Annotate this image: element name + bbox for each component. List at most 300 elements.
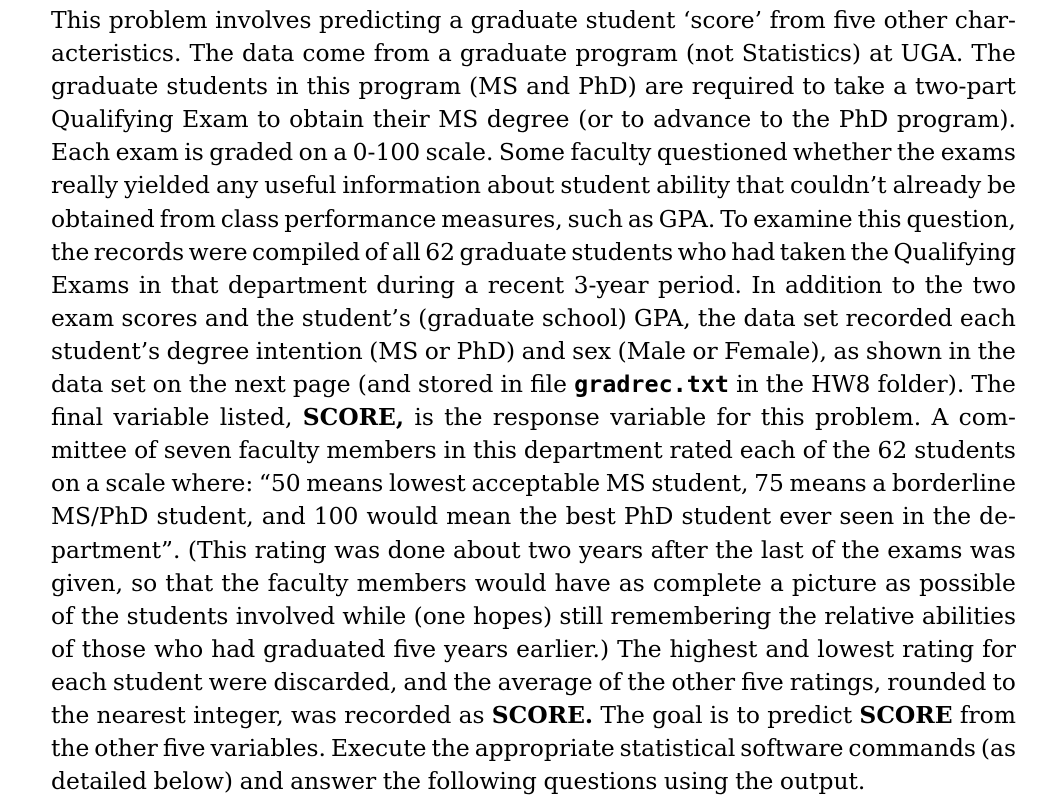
word: were	[188, 237, 248, 266]
word: while	[342, 601, 407, 630]
word: examine	[753, 204, 853, 233]
document-page	[51, 4, 1016, 798]
word: seen	[839, 502, 895, 531]
word: where:	[171, 469, 254, 498]
problem-paragraph	[51, 4, 1016, 798]
word: the	[850, 237, 889, 266]
word: the	[735, 767, 774, 796]
word: listed,	[219, 403, 293, 432]
word: and	[526, 72, 571, 101]
word: for	[716, 403, 751, 432]
word: of	[51, 601, 74, 630]
word: the	[221, 568, 260, 597]
word: de-	[979, 502, 1016, 531]
word: students	[914, 436, 1016, 465]
word: student’s	[301, 303, 411, 332]
word: (as	[980, 734, 1016, 763]
word: ‘score’	[682, 6, 763, 34]
word: that	[165, 568, 214, 597]
word: during	[376, 270, 455, 299]
word: or	[424, 336, 450, 365]
word: GPA,	[634, 303, 691, 332]
word: the	[896, 138, 936, 167]
word: recorded	[344, 700, 452, 729]
text-line	[51, 302, 1016, 335]
word: student,	[156, 502, 254, 531]
word: a	[437, 39, 452, 68]
word: would	[366, 502, 439, 531]
word: a	[85, 469, 100, 498]
word: performance	[284, 204, 437, 233]
word: obtained	[51, 204, 155, 233]
word: the	[519, 502, 558, 531]
text-line	[51, 500, 1016, 533]
word: students	[571, 237, 674, 266]
word: (one	[413, 601, 466, 630]
word: 3-year	[573, 270, 649, 299]
word: variable	[610, 403, 707, 432]
word: as	[833, 336, 860, 365]
word: below)	[153, 767, 234, 796]
filename-text: gradrec.txt	[574, 370, 729, 399]
word: integer,	[193, 700, 284, 729]
word: the	[977, 336, 1016, 365]
text-line	[51, 269, 1016, 302]
word: as	[618, 568, 645, 597]
word: degree	[486, 105, 570, 134]
word: (Male	[617, 336, 686, 365]
word: GPA.	[658, 204, 716, 233]
word: were	[208, 667, 268, 696]
word: answer	[290, 767, 377, 796]
word: variable	[113, 403, 210, 432]
word: (or	[578, 105, 613, 134]
word: To	[720, 204, 749, 233]
text-line	[51, 600, 1016, 633]
word: who	[154, 634, 204, 663]
word: the	[697, 303, 737, 332]
text-line	[51, 70, 1016, 103]
word: or	[692, 336, 718, 365]
word: other	[883, 6, 948, 34]
text-line	[51, 203, 1016, 236]
word: required	[691, 72, 795, 101]
word: to	[257, 105, 281, 134]
word: in	[948, 336, 972, 365]
word: student	[585, 6, 676, 34]
text-line	[51, 169, 1016, 202]
word: measures,	[441, 204, 563, 233]
text-line	[51, 567, 1016, 600]
word: MS	[605, 469, 646, 498]
word: statistical	[619, 734, 736, 763]
word: variables.	[210, 734, 326, 763]
word: yielded	[124, 171, 210, 200]
word: Some	[498, 138, 565, 167]
word: graduate	[51, 72, 159, 101]
text-line	[51, 666, 1016, 699]
text-line	[51, 368, 1016, 401]
word: the	[715, 535, 754, 564]
word: Execute	[330, 734, 427, 763]
word: was	[334, 535, 381, 564]
word: to	[992, 667, 1016, 696]
word: the	[778, 601, 817, 630]
word: exam	[115, 138, 179, 167]
word: rating	[254, 535, 327, 564]
word: graduated	[263, 634, 386, 663]
text-line	[51, 633, 1016, 666]
word: in	[736, 370, 759, 399]
word: from	[159, 204, 216, 233]
word: done	[387, 535, 446, 564]
word: of	[811, 535, 834, 564]
word: (MS	[369, 336, 419, 365]
word: from	[373, 39, 430, 68]
word: students	[126, 601, 229, 630]
word: degree	[166, 336, 250, 365]
word: The	[600, 700, 645, 729]
word: exam	[51, 303, 115, 332]
word: is	[709, 700, 730, 729]
word: years	[444, 634, 509, 663]
word: in	[500, 370, 523, 399]
word: char-	[954, 6, 1016, 34]
word: Each	[51, 138, 111, 167]
word: (graduate	[418, 303, 535, 332]
word: the	[841, 535, 880, 564]
word: to	[891, 270, 916, 299]
word: of	[802, 436, 826, 465]
text-line	[51, 37, 1016, 70]
word: ratings,	[789, 667, 882, 696]
word: a	[449, 6, 464, 34]
word: on	[152, 370, 182, 399]
word: picture	[791, 568, 877, 597]
word: faculty	[570, 138, 652, 167]
word: graded	[209, 138, 294, 167]
word: exams	[887, 535, 963, 564]
word: their	[372, 105, 430, 134]
word: to	[621, 105, 645, 134]
word: of	[134, 436, 157, 465]
word: still	[559, 601, 604, 630]
word: data	[51, 370, 104, 399]
word: really	[51, 171, 119, 200]
word: MS	[438, 105, 479, 134]
word: from	[959, 700, 1016, 729]
word: and	[204, 303, 249, 332]
word: as	[458, 700, 485, 729]
word: Female),	[724, 336, 827, 365]
word: the	[51, 734, 90, 763]
word: school)	[541, 303, 627, 332]
word: faculty	[267, 568, 349, 597]
word: addition	[785, 270, 883, 299]
word: next	[234, 370, 286, 399]
word: lowest	[817, 634, 895, 663]
word: remembering	[610, 601, 772, 630]
word: earlier.)	[516, 634, 610, 663]
word: five	[741, 667, 784, 696]
word: graduate	[459, 39, 568, 68]
variable-name-text: SCORE.	[491, 700, 594, 729]
word: in	[443, 436, 467, 465]
word: folder).	[877, 370, 965, 399]
word: Statistics)	[741, 39, 862, 68]
word: a	[464, 270, 479, 299]
word: graduate	[470, 6, 578, 34]
word: useful	[264, 171, 337, 200]
word: possible	[919, 568, 1016, 597]
word: exams	[940, 138, 1016, 167]
word: from	[769, 6, 826, 34]
word: rounded	[887, 667, 987, 696]
word: who	[677, 237, 727, 266]
word: shown	[865, 336, 943, 365]
word: in	[276, 72, 299, 101]
word: sex	[572, 336, 612, 365]
word: output.	[779, 767, 866, 796]
word: acteristics.	[51, 39, 182, 68]
word: problem.	[814, 403, 922, 432]
word: discarded,	[273, 667, 398, 696]
word: had	[731, 237, 776, 266]
word: PhD)	[456, 336, 516, 365]
word: the	[188, 370, 228, 399]
word: class	[220, 204, 280, 233]
word: lowest	[388, 469, 466, 498]
word: and	[261, 502, 306, 531]
word: the	[627, 667, 666, 696]
word: and	[239, 767, 284, 796]
word: the	[81, 601, 120, 630]
word: after	[650, 535, 708, 564]
word: MS/PhD	[51, 502, 149, 531]
word: response	[492, 403, 600, 432]
word: UGA.	[900, 39, 964, 68]
word: the	[51, 700, 90, 729]
word: as	[627, 204, 654, 233]
word: each	[959, 303, 1016, 332]
word: and	[403, 667, 448, 696]
word: acceptable	[471, 469, 601, 498]
word: Exams	[51, 270, 130, 299]
variable-name-text: SCORE,	[302, 403, 405, 432]
text-line	[51, 103, 1016, 136]
word: Exam	[182, 105, 249, 134]
word: be	[987, 171, 1016, 200]
word: question,	[906, 204, 1016, 233]
word: borderline	[891, 469, 1016, 498]
word: 75	[754, 469, 784, 498]
word: the	[765, 370, 804, 399]
word: each	[51, 667, 107, 696]
word: means	[789, 469, 867, 498]
word: student	[681, 502, 772, 531]
word: that	[736, 171, 784, 200]
word: goal	[652, 700, 703, 729]
word: obtain	[289, 105, 365, 134]
word: The	[971, 370, 1016, 399]
word: graduate	[459, 237, 567, 266]
variable-name-text: SCORE	[859, 700, 953, 729]
word: two	[527, 535, 572, 564]
text-line	[51, 765, 1016, 798]
word: This	[51, 6, 102, 34]
word: recent	[487, 270, 565, 299]
word: to	[759, 105, 784, 134]
text-line	[51, 4, 1016, 37]
word: of	[364, 237, 388, 266]
word: a	[769, 568, 784, 597]
word: taken	[779, 237, 847, 266]
word: means	[306, 469, 384, 498]
word: student’s	[51, 336, 161, 365]
word: scores	[121, 303, 198, 332]
text-line	[51, 335, 1016, 368]
text-line	[51, 467, 1016, 500]
word: page	[292, 370, 351, 399]
word: a	[872, 469, 887, 498]
text-line	[51, 401, 1016, 434]
word: PhD	[623, 502, 674, 531]
word: using	[663, 767, 729, 796]
word: that	[170, 270, 219, 299]
word: 62	[877, 436, 908, 465]
word: abilities	[921, 601, 1016, 630]
word: five	[393, 634, 437, 663]
word: nearest	[96, 700, 186, 729]
word: the	[453, 667, 492, 696]
word: The	[971, 39, 1016, 68]
word: 0-100	[352, 138, 421, 167]
word: student,	[651, 469, 749, 498]
word: complete	[652, 568, 762, 597]
word: problem	[108, 6, 208, 34]
word: program	[358, 72, 462, 101]
word: program).	[896, 105, 1016, 134]
word: com-	[958, 403, 1016, 432]
word: any	[215, 171, 259, 200]
word: and	[765, 634, 810, 663]
word: hopes)	[472, 601, 553, 630]
word: The	[617, 634, 662, 663]
word: was	[290, 700, 337, 729]
text-line	[51, 434, 1016, 467]
word: mean	[446, 502, 512, 531]
word: following	[427, 767, 537, 796]
word: in	[138, 270, 162, 299]
word: given,	[51, 568, 124, 597]
word: would	[474, 568, 547, 597]
word: rating	[902, 634, 975, 663]
word: questions	[543, 767, 658, 796]
word: (and	[357, 370, 411, 399]
word: such	[567, 204, 623, 233]
word: student	[112, 667, 203, 696]
text-line	[51, 699, 1016, 732]
word: students	[166, 72, 269, 101]
word: the	[382, 767, 422, 796]
word: involved	[235, 601, 336, 630]
word: this	[857, 204, 902, 233]
word: compiled	[252, 237, 361, 266]
word: a	[893, 72, 908, 101]
word: In	[751, 270, 776, 299]
word: the	[444, 403, 483, 432]
word: seven	[163, 436, 232, 465]
word: couldn’t	[789, 171, 887, 200]
word: 100	[313, 502, 359, 531]
text-line	[51, 136, 1016, 169]
word: detailed	[51, 767, 147, 796]
word: five	[162, 734, 206, 763]
word: (not	[685, 39, 734, 68]
word: have	[554, 568, 611, 597]
word: whether	[793, 138, 892, 167]
word: two-part	[915, 72, 1016, 101]
word: program	[575, 39, 678, 68]
word: “50	[258, 469, 301, 498]
word: this	[306, 72, 351, 101]
word: last	[760, 535, 804, 564]
word: scale	[105, 469, 166, 498]
word: those	[81, 634, 147, 663]
word: department	[227, 270, 367, 299]
text-line	[51, 534, 1016, 567]
word: set	[110, 370, 146, 399]
text-line	[51, 236, 1016, 269]
word: commands	[848, 734, 976, 763]
word: five	[833, 6, 876, 34]
word: the	[932, 502, 972, 531]
word: and	[521, 336, 566, 365]
word: department	[523, 436, 663, 465]
word: HW8	[811, 370, 871, 399]
word: two	[972, 270, 1016, 299]
word: is	[414, 403, 434, 432]
word: the	[431, 734, 470, 763]
word: ability	[656, 171, 731, 200]
word: advance	[653, 105, 752, 134]
word: the	[51, 237, 90, 266]
word: A	[931, 403, 949, 432]
word: student	[560, 171, 651, 200]
word: this	[760, 403, 805, 432]
word: information	[342, 171, 481, 200]
word: other	[671, 667, 736, 696]
word: Qualifying	[893, 237, 1016, 266]
word: ever	[779, 502, 832, 531]
word: involves	[215, 6, 312, 34]
word: intention	[255, 336, 363, 365]
word: all	[391, 237, 421, 266]
word: members	[326, 436, 437, 465]
word: about	[453, 535, 521, 564]
word: faculty	[238, 436, 320, 465]
word: PhD)	[578, 72, 637, 101]
word: partment”.	[51, 535, 181, 564]
word: members	[356, 568, 467, 597]
word: take	[833, 72, 886, 101]
word: a	[333, 138, 348, 167]
word: set	[802, 303, 839, 332]
word: is	[184, 138, 204, 167]
word: file	[530, 370, 567, 399]
word: rated	[669, 436, 733, 465]
word: PhD	[838, 105, 889, 134]
